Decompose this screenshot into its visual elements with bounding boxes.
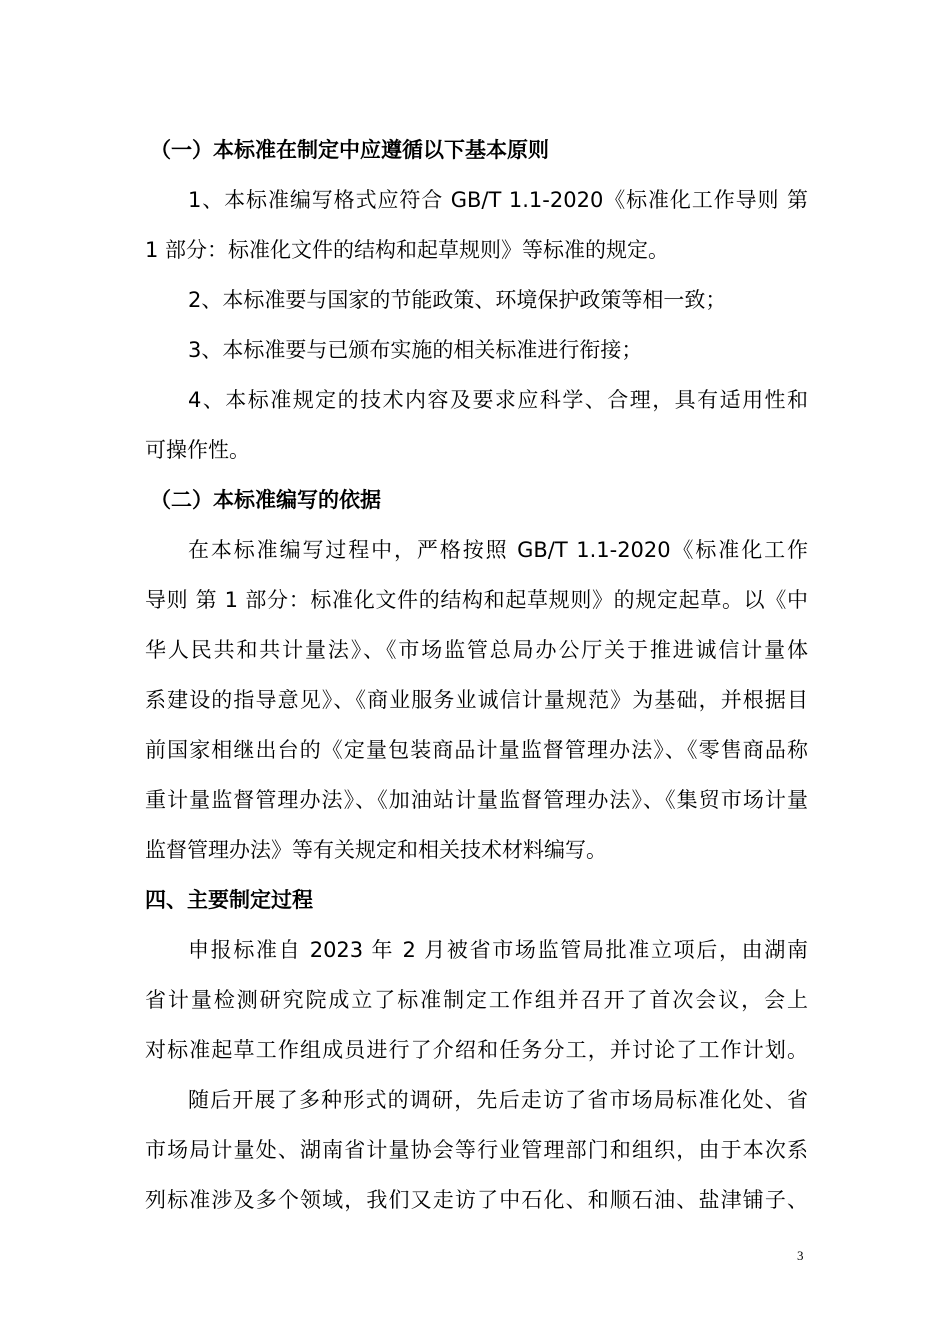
section-heading: （一）本标准在制定中应遵循以下基本原则	[150, 138, 549, 162]
paragraph-line: 在本标准编写过程中，严格按照 GB/T 1.1-2020《标准化工作	[188, 538, 808, 562]
paragraph-line: 监督管理办法》等有关规定和相关技术材料编写。	[145, 838, 607, 862]
paragraph-line: 1、本标准编写格式应符合 GB/T 1.1-2020《标准化工作导则 第	[188, 188, 808, 212]
paragraph-line: 系建设的指导意见》、《商业服务业诚信计量规范》为基础，并根据目	[145, 688, 808, 712]
paragraph-line: 省计量检测研究院成立了标准制定工作组并召开了首次会议，会上	[145, 988, 808, 1012]
paragraph-line: 1 部分：标准化文件的结构和起草规则》等标准的规定。	[145, 238, 670, 262]
page-number: 3	[797, 1248, 804, 1263]
paragraph-line: 华人民共和共计量法》、《市场监管总局办公厅关于推进诚信计量体	[145, 638, 808, 662]
section-heading: 四、主要制定过程	[145, 888, 313, 912]
paragraph-line: 4、本标准规定的技术内容及要求应科学、合理，具有适用性和	[188, 388, 808, 412]
paragraph-line: 列标准涉及多个领域，我们又走访了中石化、和顺石油、盐津铺子、	[145, 1188, 808, 1212]
paragraph-line: 申报标准自 2023 年 2 月被省市场监管局批准立项后，由湖南	[188, 938, 808, 962]
paragraph-line: 随后开展了多种形式的调研，先后走访了省市场局标准化处、省	[188, 1088, 808, 1112]
section-heading: （二）本标准编写的依据	[150, 488, 381, 512]
paragraph-line: 可操作性。	[145, 438, 250, 462]
paragraph-line: 重计量监督管理办法》、《加油站计量监督管理办法》、《集贸市场计量	[145, 788, 808, 812]
paragraph-line: 3、本标准要与已颁布实施的相关标准进行衔接；	[188, 338, 643, 362]
paragraph-line: 导则 第 1 部分：标准化文件的结构和起草规则》的规定起草。以《中	[145, 588, 808, 612]
paragraph-line: 前国家相继出台的《定量包装商品计量监督管理办法》、《零售商品称	[145, 738, 808, 762]
paragraph-line: 2、本标准要与国家的节能政策、环境保护政策等相一致；	[188, 288, 727, 312]
paragraph-line: 市场局计量处、湖南省计量协会等行业管理部门和组织，由于本次系	[145, 1138, 808, 1162]
paragraph-line: 对标准起草工作组成员进行了介绍和任务分工，并讨论了工作计划。	[145, 1038, 808, 1062]
